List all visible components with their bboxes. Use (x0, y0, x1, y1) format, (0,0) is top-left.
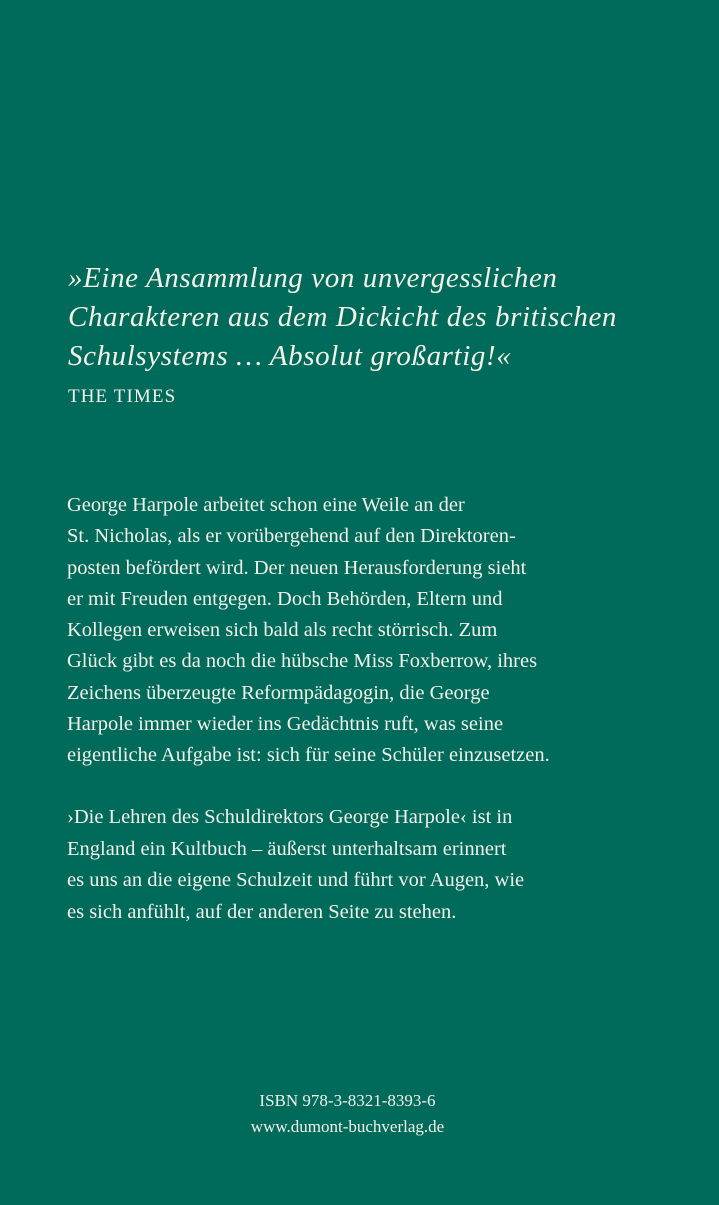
blurb-line: er mit Freuden entgegen. Doch Behörden, Eltern und (67, 587, 503, 610)
press-quote (68, 259, 668, 376)
blurb-line: St. Nicholas, als er vorübergehend auf den Direktoren- (67, 525, 516, 548)
quote-line: Schulsystems … Absolut großartig!« (68, 340, 512, 372)
blurb-line: eigentliche Aufgabe ist: sich für seine Schüler einzusetzen. (67, 744, 550, 767)
blurb-line: Glück gibt es da noch die hübsche Miss Foxberrow, ihres (67, 650, 538, 673)
blurb-paragraph-1 (67, 490, 667, 772)
blurb-line: Kollegen erweisen sich bald als recht störrisch. Zum (67, 619, 498, 642)
blurb-line: Harpole immer wieder ins Gedächtnis ruft, was seine (67, 713, 504, 736)
quote-source: THE TIMES (68, 386, 177, 407)
blurb-paragraph-2 (67, 802, 667, 928)
blurb-line: Zeichens überzeugte Reformpädagogin, die George (67, 681, 490, 704)
blurb-line: posten befördert wird. Der neuen Herausforderung sieht (67, 556, 527, 579)
quote-line: Charakteren aus dem Dickicht des britischen (68, 301, 618, 333)
blurb-line: George Harpole arbeitet schon eine Weile an der (67, 494, 465, 516)
blurb-line: es sich anfühlt, auf der anderen Seite zu stehen. (67, 900, 457, 923)
quote-line: »Eine Ansammlung von unvergesslichen (68, 262, 558, 294)
blurb-line: ›Die Lehren des Schuldirektors George Harpole‹ ist in (67, 806, 513, 828)
publisher-url: www.dumont-buchverlag.de (250, 1117, 445, 1136)
blurb-line: England ein Kultbuch – äußerst unterhaltsam erinnert (67, 837, 507, 860)
blurb-line: es uns an die eigene Schulzeit und führt vor Augen, wie (67, 869, 525, 891)
isbn-number: ISBN 978-3-8321-8393-6 (259, 1091, 436, 1110)
